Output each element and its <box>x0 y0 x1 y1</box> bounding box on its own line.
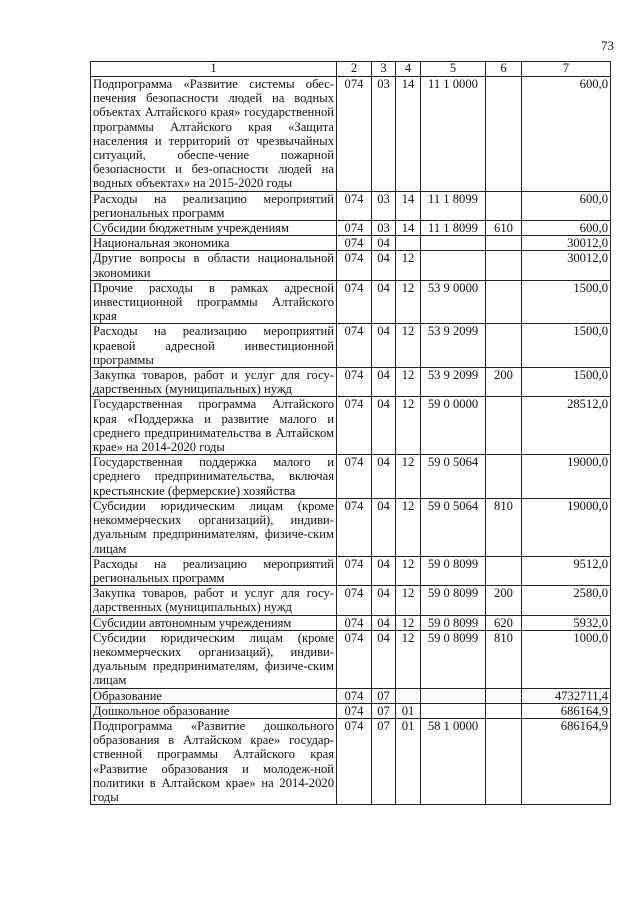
header-row <box>91 62 611 77</box>
expense-type-cell <box>486 236 522 251</box>
subsection-code-cell: 12 <box>396 368 421 397</box>
expense-type-cell <box>486 455 522 499</box>
amount-cell: 686164,9 <box>522 718 611 804</box>
expense-type-cell: 200 <box>486 586 522 615</box>
section-code-cell: 04 <box>372 236 396 251</box>
expense-type-cell <box>486 718 522 804</box>
ministry-code-cell: 074 <box>337 586 372 615</box>
amount-cell: 28512,0 <box>522 397 611 455</box>
target-article-cell: 53 9 2099 <box>421 368 486 397</box>
table-row <box>91 397 611 455</box>
table-row <box>91 77 611 192</box>
col-header-1: 1 <box>91 62 337 77</box>
target-article-cell: 59 0 8099 <box>421 615 486 630</box>
amount-cell: 600,0 <box>522 77 611 192</box>
name-cell: Подпрограмма «Развитие дошкольного образования в Алтайском крае» государ-ственной программы Алтайского края «Развитие образования и молодеж-ной политики в Алтайском крае» на 2014-2020 годы <box>91 718 337 804</box>
subsection-code-cell: 12 <box>396 397 421 455</box>
amount-cell: 1000,0 <box>522 630 611 688</box>
table-row <box>91 324 611 368</box>
ministry-code-cell: 074 <box>337 251 372 280</box>
amount-cell: 686164,9 <box>522 703 611 718</box>
name-cell: Национальная экономика <box>91 236 337 251</box>
ministry-code-cell: 074 <box>337 630 372 688</box>
subsection-code-cell: 12 <box>396 251 421 280</box>
expense-type-cell <box>486 191 522 220</box>
target-article-cell: 11 1 8099 <box>421 221 486 236</box>
section-code-cell: 04 <box>372 498 396 556</box>
amount-cell: 4732711,4 <box>522 688 611 703</box>
ministry-code-cell: 074 <box>337 77 372 192</box>
ministry-code-cell: 074 <box>337 556 372 585</box>
name-cell: Государственная программа Алтайского края «Поддержка и развитие малого и среднего предпринимательства в Алтайском крае» на 2014-2020 годы <box>91 397 337 455</box>
expense-type-cell <box>486 688 522 703</box>
expense-type-cell: 200 <box>486 368 522 397</box>
subsection-code-cell <box>396 688 421 703</box>
expense-type-cell <box>486 397 522 455</box>
name-cell: Расходы на реализацию мероприятий региональных программ <box>91 556 337 585</box>
target-article-cell: 59 0 8099 <box>421 586 486 615</box>
amount-cell: 9512,0 <box>522 556 611 585</box>
subsection-code-cell: 12 <box>396 556 421 585</box>
amount-cell: 600,0 <box>522 191 611 220</box>
amount-cell: 30012,0 <box>522 236 611 251</box>
table-row <box>91 251 611 280</box>
target-article-cell: 58 1 0000 <box>421 718 486 804</box>
section-code-cell: 04 <box>372 630 396 688</box>
section-code-cell: 04 <box>372 324 396 368</box>
target-article-cell <box>421 688 486 703</box>
table-row <box>91 280 611 324</box>
table-row <box>91 236 611 251</box>
subsection-code-cell: 14 <box>396 77 421 192</box>
ministry-code-cell: 074 <box>337 221 372 236</box>
subsection-code-cell: 12 <box>396 630 421 688</box>
expense-type-cell: 810 <box>486 498 522 556</box>
budget-table <box>90 61 611 805</box>
target-article-cell: 59 0 5064 <box>421 498 486 556</box>
ministry-code-cell: 074 <box>337 236 372 251</box>
table-row <box>91 498 611 556</box>
section-code-cell: 04 <box>372 251 396 280</box>
section-code-cell: 07 <box>372 703 396 718</box>
name-cell: Подпрограмма «Развитие системы обес-печения безопасности людей на водных объектах Алтайского края» государственной программы Алтайского края «Защита населения и территорий от чрезвычайных ситуаций, обеспе-чение пожарной безопасности и без-опасности людей на водных объектах» на 2015-2020 годы <box>91 77 337 192</box>
expense-type-cell <box>486 324 522 368</box>
target-article-cell: 59 0 8099 <box>421 556 486 585</box>
expense-type-cell <box>486 77 522 192</box>
table-row <box>91 718 611 804</box>
ministry-code-cell: 074 <box>337 703 372 718</box>
table-row <box>91 586 611 615</box>
name-cell: Дошкольное образование <box>91 703 337 718</box>
table-row <box>91 630 611 688</box>
section-code-cell: 04 <box>372 455 396 499</box>
col-header-7: 7 <box>522 62 611 77</box>
amount-cell: 1500,0 <box>522 368 611 397</box>
section-code-cell: 04 <box>372 280 396 324</box>
table-row <box>91 703 611 718</box>
name-cell: Государственная поддержка малого и среднего предпринимательства, включая крестьянские (фермерские) хозяйства <box>91 455 337 499</box>
ministry-code-cell: 074 <box>337 498 372 556</box>
amount-cell: 19000,0 <box>522 455 611 499</box>
table-row <box>91 191 611 220</box>
name-cell: Закупка товаров, работ и услуг для госу-дарственных (муниципальных) нужд <box>91 368 337 397</box>
name-cell: Образование <box>91 688 337 703</box>
section-code-cell: 04 <box>372 368 396 397</box>
name-cell: Закупка товаров, работ и услуг для госу-дарственных (муниципальных) нужд <box>91 586 337 615</box>
subsection-code-cell: 12 <box>396 586 421 615</box>
ministry-code-cell: 074 <box>337 280 372 324</box>
name-cell: Прочие расходы в рамках адресной инвестиционной программы Алтайского края <box>91 280 337 324</box>
table-row <box>91 455 611 499</box>
target-article-cell: 11 1 8099 <box>421 191 486 220</box>
subsection-code-cell <box>396 236 421 251</box>
section-code-cell: 03 <box>372 77 396 192</box>
ministry-code-cell: 074 <box>337 718 372 804</box>
target-article-cell <box>421 236 486 251</box>
name-cell: Субсидии бюджетным учреждениям <box>91 221 337 236</box>
section-code-cell: 04 <box>372 615 396 630</box>
ministry-code-cell: 074 <box>337 455 372 499</box>
subsection-code-cell: 01 <box>396 703 421 718</box>
expense-type-cell: 810 <box>486 630 522 688</box>
table-row <box>91 556 611 585</box>
target-article-cell: 53 9 0000 <box>421 280 486 324</box>
expense-type-cell <box>486 251 522 280</box>
section-code-cell: 04 <box>372 556 396 585</box>
amount-cell: 600,0 <box>522 221 611 236</box>
target-article-cell <box>421 703 486 718</box>
ministry-code-cell: 074 <box>337 191 372 220</box>
target-article-cell: 59 0 0000 <box>421 397 486 455</box>
ministry-code-cell: 074 <box>337 688 372 703</box>
subsection-code-cell: 12 <box>396 498 421 556</box>
amount-cell: 2580,0 <box>522 586 611 615</box>
section-code-cell: 07 <box>372 688 396 703</box>
subsection-code-cell: 12 <box>396 455 421 499</box>
name-cell: Расходы на реализацию мероприятий региональных программ <box>91 191 337 220</box>
subsection-code-cell: 14 <box>396 191 421 220</box>
page-number: 73 <box>601 38 614 53</box>
expense-type-cell: 610 <box>486 221 522 236</box>
section-code-cell: 04 <box>372 397 396 455</box>
name-cell: Субсидии юридическим лицам (кроме некоммерческих организаций), индиви-дуальным предпринимателям, физиче-ским лицам <box>91 498 337 556</box>
ministry-code-cell: 074 <box>337 368 372 397</box>
col-header-6: 6 <box>486 62 522 77</box>
name-cell: Субсидии автономным учреждениям <box>91 615 337 630</box>
name-cell: Субсидии юридическим лицам (кроме некоммерческих организаций), индиви-дуальным предпринимателям, физиче-ским лицам <box>91 630 337 688</box>
target-article-cell <box>421 251 486 280</box>
expense-type-cell <box>486 556 522 585</box>
amount-cell: 30012,0 <box>522 251 611 280</box>
name-cell: Другие вопросы в области национальной экономики <box>91 251 337 280</box>
expense-type-cell <box>486 703 522 718</box>
name-cell: Расходы на реализацию мероприятий краевой адресной инвестиционной программы <box>91 324 337 368</box>
amount-cell: 5932,0 <box>522 615 611 630</box>
target-article-cell: 53 9 2099 <box>421 324 486 368</box>
table-row <box>91 368 611 397</box>
target-article-cell: 11 1 0000 <box>421 77 486 192</box>
col-header-2: 2 <box>337 62 372 77</box>
section-code-cell: 03 <box>372 191 396 220</box>
expense-type-cell <box>486 280 522 324</box>
table-body <box>91 77 611 805</box>
section-code-cell: 03 <box>372 221 396 236</box>
expense-type-cell: 620 <box>486 615 522 630</box>
amount-cell: 1500,0 <box>522 324 611 368</box>
subsection-code-cell: 12 <box>396 280 421 324</box>
section-code-cell: 04 <box>372 586 396 615</box>
target-article-cell: 59 0 5064 <box>421 455 486 499</box>
subsection-code-cell: 14 <box>396 221 421 236</box>
table-row <box>91 615 611 630</box>
section-code-cell: 07 <box>372 718 396 804</box>
ministry-code-cell: 074 <box>337 324 372 368</box>
col-header-5: 5 <box>421 62 486 77</box>
table-row <box>91 221 611 236</box>
ministry-code-cell: 074 <box>337 397 372 455</box>
subsection-code-cell: 12 <box>396 324 421 368</box>
ministry-code-cell: 074 <box>337 615 372 630</box>
amount-cell: 1500,0 <box>522 280 611 324</box>
col-header-4: 4 <box>396 62 421 77</box>
table-row <box>91 688 611 703</box>
target-article-cell: 59 0 8099 <box>421 630 486 688</box>
col-header-3: 3 <box>372 62 396 77</box>
amount-cell: 19000,0 <box>522 498 611 556</box>
subsection-code-cell: 12 <box>396 615 421 630</box>
subsection-code-cell: 01 <box>396 718 421 804</box>
